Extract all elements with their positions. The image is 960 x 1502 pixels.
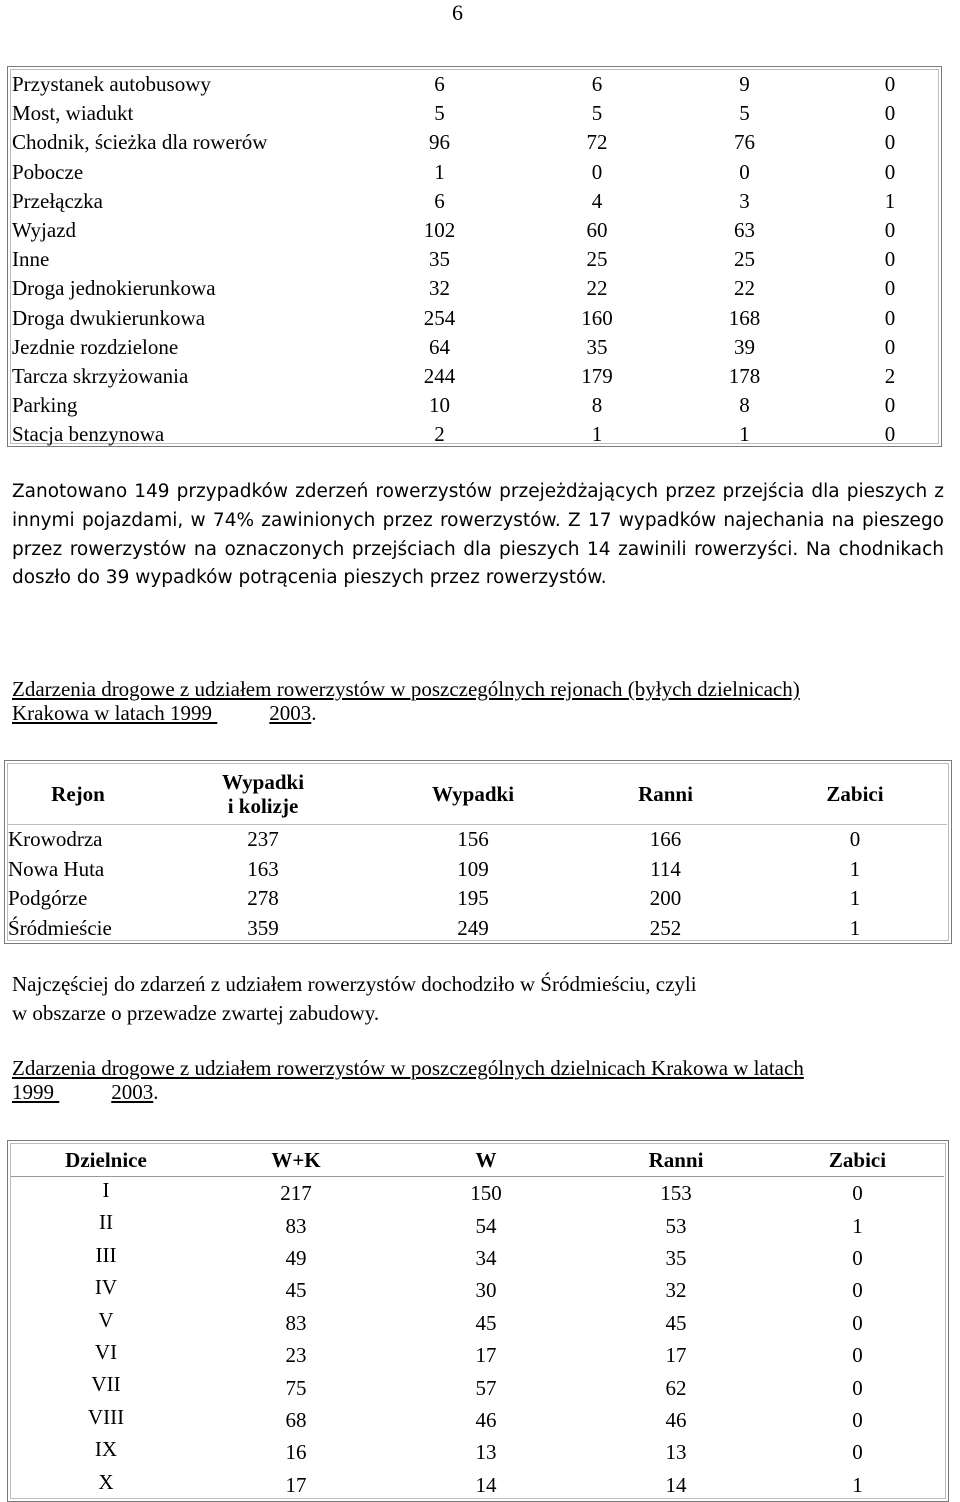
district-number: VII <box>91 1372 121 1397</box>
table-row <box>12 420 938 449</box>
table-cell: 25 <box>586 247 608 272</box>
table-cell: 0 <box>852 1375 863 1400</box>
column-header: W <box>391 1144 581 1177</box>
table-cell: 57 <box>475 1375 497 1400</box>
table-cell: 45 <box>665 1310 687 1335</box>
districts-heading: Zdarzenia drogowe z udziałem rowerzystów w poszczególnych rejonach (byłych dzielnicach) Krakowa w latach 1999 2003. <box>12 677 800 725</box>
table-cell: 2 <box>434 422 445 447</box>
table-row <box>12 128 938 157</box>
table-row <box>12 216 938 245</box>
column-header: Dzielnice <box>11 1144 201 1177</box>
table-cell: 0 <box>884 305 896 330</box>
table-row <box>11 1371 944 1403</box>
table-cell: 254 <box>423 305 456 330</box>
district-number: VI <box>94 1339 118 1364</box>
header-zabici: Zabici <box>763 764 947 825</box>
table-cell: 17 <box>285 1472 307 1497</box>
district-number: IX <box>94 1437 118 1462</box>
table-row <box>12 245 938 274</box>
table-cell: 53 <box>665 1213 687 1238</box>
table-cell: 45 <box>475 1310 497 1335</box>
table-row <box>11 1177 944 1210</box>
table-cell: 17 <box>665 1343 687 1368</box>
table-cell: 0 <box>884 276 896 301</box>
table-cell: 35 <box>586 334 608 359</box>
table-cell: 4 <box>591 188 603 213</box>
table-cell: 114 <box>650 856 681 881</box>
table-row <box>11 1209 944 1241</box>
table-cell: 0 <box>884 101 896 126</box>
row-label: Przystanek autobusowy <box>12 72 211 97</box>
table-cell: 0 <box>852 1343 863 1368</box>
table-cell: 0 <box>884 247 896 272</box>
table-row <box>11 1469 944 1501</box>
header-wypadki: Wypadki <box>378 764 568 825</box>
header-rejon: Rejon <box>8 764 148 825</box>
table-row <box>12 333 938 362</box>
table-cell: 278 <box>247 886 279 911</box>
table-cell: 30 <box>475 1278 497 1303</box>
district-number: X <box>98 1469 114 1494</box>
table-cell: 46 <box>665 1407 687 1432</box>
row-label: Przełączka <box>12 188 103 213</box>
table-cell: 32 <box>665 1278 687 1303</box>
row-label: Wyjazd <box>12 218 77 243</box>
table-cell: 244 <box>423 363 456 388</box>
row-label: Chodnik, ścieżka dla rowerów <box>12 130 268 155</box>
table-cell: 1 <box>739 422 750 447</box>
column-header: Ranni <box>581 1144 771 1177</box>
header-ranni: Ranni <box>568 764 763 825</box>
table-cell: 25 <box>734 247 755 272</box>
table-cell: 14 <box>475 1472 497 1497</box>
row-label: Tarcza skrzyżowania <box>12 363 189 388</box>
table-row <box>12 70 938 99</box>
region-name: Krowodrza <box>8 827 103 852</box>
table-cell: 0 <box>884 72 896 97</box>
table-cell: 359 <box>247 915 279 940</box>
table-cell: 0 <box>852 1181 863 1206</box>
column-header: W+K <box>201 1144 391 1177</box>
table-cell: 0 <box>852 1310 863 1335</box>
table-cell: 153 <box>660 1181 692 1206</box>
table-cell: 1 <box>852 1472 863 1497</box>
row-label: Jezdnie rozdzielone <box>12 334 179 359</box>
region-name: Podgórze <box>8 886 88 911</box>
district-number: II <box>99 1210 113 1235</box>
row-label: Droga jednokierunkowa <box>12 276 216 301</box>
table-cell: 72 <box>586 130 608 155</box>
table-cell: 200 <box>649 886 682 911</box>
quarters-heading: Zdarzenia drogowe z udziałem rowerzystów w poszczególnych dzielnicach Krakowa w latach 1999 2003. <box>12 1056 804 1104</box>
table-cell: 102 <box>423 218 456 243</box>
header-wypadki-i-kolizje: Wypadki i kolizje <box>148 764 378 825</box>
table-cell: 96 <box>429 130 450 155</box>
table-cell: 1 <box>849 886 861 911</box>
table-cell: 179 <box>581 363 613 388</box>
table-cell: 34 <box>475 1245 497 1270</box>
table-cell: 22 <box>734 276 755 301</box>
table-cell: 249 <box>457 915 489 940</box>
table-row <box>8 855 947 885</box>
row-label: Stacja benzynowa <box>12 422 165 447</box>
table-cell: 8 <box>591 393 603 418</box>
district-number: III <box>95 1242 117 1267</box>
table-cell: 2 <box>884 363 896 388</box>
table-cell: 14 <box>665 1472 687 1497</box>
row-label: Parking <box>12 393 78 418</box>
row-label: Droga dwukierunkowa <box>12 305 206 330</box>
table-cell: 8 <box>739 393 750 418</box>
table-cell: 0 <box>884 159 896 184</box>
table-cell: 60 <box>586 218 608 243</box>
table-cell: 0 <box>852 1440 863 1465</box>
paragraph-crossings: Zanotowano 149 przypadków zderzeń rowerzystów przejeżdżających przez przejścia dla pieszych z innymi pojazdami, w 74% zawinionych przez rowerzystów. Z 17 wypadków najechania na pieszego przez rowerzystów na oznaczonych przejściach dla pieszych 14 zawinili rowerzyści. Na chodnikach doszło do 39 wypadków potrącenia pieszych przez rowerzystów. <box>12 481 944 589</box>
table-cell: 17 <box>475 1343 497 1368</box>
column-header: Zabici <box>771 1144 944 1177</box>
table-row <box>8 825 947 855</box>
table-cell: 109 <box>457 856 489 881</box>
table-cell: 1 <box>591 422 603 447</box>
table-cell: 35 <box>665 1245 687 1270</box>
table-cell: 1 <box>434 159 445 184</box>
region-name: Nowa Huta <box>8 856 105 881</box>
table-row <box>12 187 938 216</box>
table-cell: 0 <box>884 422 896 447</box>
regions-table <box>4 760 952 944</box>
table-cell: 35 <box>429 247 450 272</box>
table-cell: 0 <box>852 1278 863 1303</box>
table-cell: 9 <box>739 72 750 97</box>
table-cell: 0 <box>884 334 896 359</box>
table-row <box>12 391 938 420</box>
table-cell: 83 <box>285 1310 307 1335</box>
table-row <box>11 1436 944 1468</box>
table-cell: 156 <box>457 827 489 852</box>
table-row <box>12 99 938 128</box>
table-cell: 68 <box>285 1407 307 1432</box>
table-cell: 0 <box>884 130 896 155</box>
table-cell: 63 <box>734 218 755 243</box>
table-cell: 0 <box>884 393 896 418</box>
quarters-table <box>7 1140 949 1502</box>
table-cell: 237 <box>247 827 279 852</box>
table-row <box>12 274 938 303</box>
accident-location-table <box>7 66 942 447</box>
table-cell: 1 <box>849 915 861 940</box>
row-label: Inne <box>12 247 50 272</box>
paragraph-srodmiescie: Najczęściej do zdarzeń z udziałem rowerzystów dochodziło w Śródmieściu, czyli w obszarze o przewadze zwartej zabudowy. <box>12 972 697 1025</box>
table-row <box>8 914 947 944</box>
page-number: 6 <box>452 0 463 25</box>
row-label: Pobocze <box>12 159 84 184</box>
table-cell: 75 <box>285 1375 307 1400</box>
table-cell: 54 <box>475 1213 497 1238</box>
table-cell: 1 <box>849 856 861 881</box>
table-cell: 5 <box>591 101 603 126</box>
table-cell: 39 <box>734 334 755 359</box>
table-cell: 6 <box>591 72 603 97</box>
table-row <box>11 1339 944 1371</box>
table-cell: 160 <box>581 305 613 330</box>
table-cell: 150 <box>470 1181 502 1206</box>
table-row <box>8 884 947 914</box>
table-row <box>11 1274 944 1306</box>
table-row <box>12 362 938 391</box>
table-cell: 0 <box>591 159 603 184</box>
table-cell: 32 <box>429 276 450 301</box>
district-number: IV <box>94 1275 118 1300</box>
table-cell: 0 <box>739 159 750 184</box>
table-cell: 195 <box>457 886 489 911</box>
row-label: Most, wiadukt <box>12 101 134 126</box>
table-cell: 23 <box>285 1343 307 1368</box>
district-number: V <box>98 1307 114 1332</box>
table-cell: 22 <box>586 276 608 301</box>
table-cell: 13 <box>475 1440 497 1465</box>
table-cell: 5 <box>739 101 750 126</box>
table-cell: 13 <box>665 1440 687 1465</box>
table-row <box>12 304 938 333</box>
table-row <box>11 1307 944 1339</box>
table-cell: 252 <box>649 915 682 940</box>
table-cell: 0 <box>852 1245 863 1270</box>
table-cell: 178 <box>728 363 761 388</box>
table-cell: 49 <box>285 1245 307 1270</box>
table-cell: 10 <box>429 393 450 418</box>
table-cell: 163 <box>247 856 279 881</box>
table-cell: 3 <box>739 188 750 213</box>
table-cell: 46 <box>475 1407 497 1432</box>
table-cell: 1 <box>852 1213 863 1238</box>
table-cell: 45 <box>285 1278 307 1303</box>
district-number: I <box>102 1178 110 1202</box>
table-cell: 64 <box>429 334 450 359</box>
table-cell: 16 <box>285 1440 307 1465</box>
table-cell: 0 <box>852 1407 863 1432</box>
table-cell: 76 <box>734 130 755 155</box>
table-cell: 6 <box>434 188 445 213</box>
table-cell: 6 <box>434 72 445 97</box>
table-cell: 5 <box>434 101 445 126</box>
region-name: Śródmieście <box>8 915 112 940</box>
table-cell: 1 <box>884 188 896 213</box>
table-cell: 0 <box>849 827 861 852</box>
table-cell: 0 <box>884 218 896 243</box>
table-row <box>11 1404 944 1436</box>
table-cell: 62 <box>665 1375 687 1400</box>
table-row <box>11 1242 944 1274</box>
table-cell: 166 <box>649 827 682 852</box>
district-number: VIII <box>87 1404 125 1429</box>
table-row <box>12 158 938 187</box>
table-cell: 168 <box>728 305 761 330</box>
table-cell: 217 <box>280 1181 312 1206</box>
table-cell: 83 <box>285 1213 307 1238</box>
